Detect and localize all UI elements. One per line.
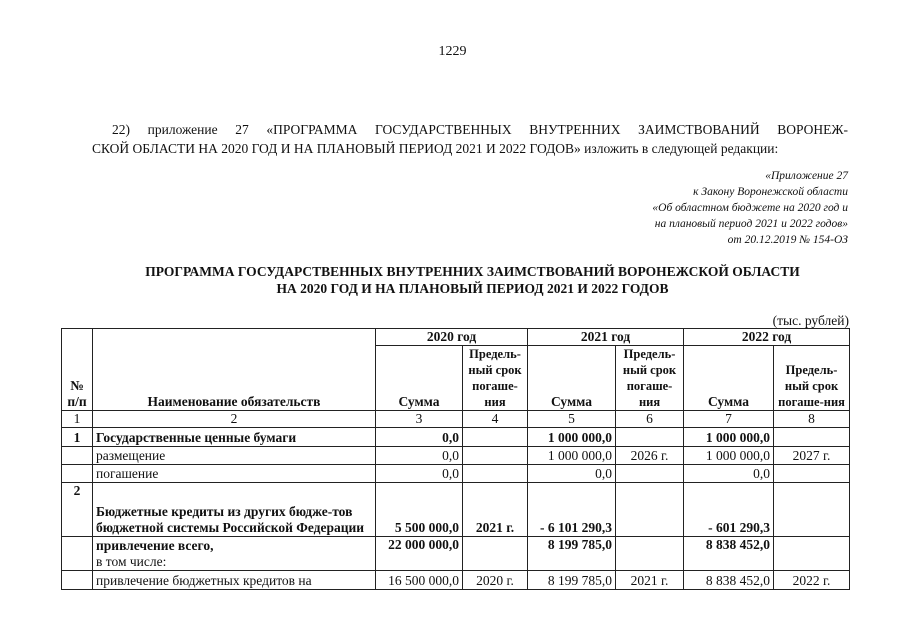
row-term-2022: 2027 г. [774,447,850,465]
header-term: Предель-ный срок погаше-ния [463,346,528,411]
col-number: 8 [774,411,850,428]
appendix-line: на плановый период 2021 и 2022 годов» [654,218,848,230]
row-sum-2022: 1 000 000,0 [684,428,774,447]
row-term-2020 [463,447,528,465]
row-num [62,537,93,571]
header-sum: Сумма [528,346,616,411]
row-term-2021: 2026 г. [616,447,684,465]
row-term-2021 [616,465,684,483]
row-num: 2 [62,483,93,537]
page-number: 1229 [438,44,467,59]
row-sum-2022: 1 000 000,0 [684,447,774,465]
row-sum-2020: 0,0 [376,428,463,447]
header-sum: Сумма [376,346,463,411]
row-sum-2022: 0,0 [684,465,774,483]
col-number: 6 [616,411,684,428]
col-number: 5 [528,411,616,428]
row-term-2020: 2020 г. [463,571,528,590]
row-name: погашение [93,465,376,483]
row-name: Государственные ценные бумаги [93,428,376,447]
table-row [62,428,850,447]
row-sum-2020: 22 000 000,0 [376,537,463,571]
row-sum-2020: 5 500 000,0 [376,483,463,537]
row-name: Бюджетные кредиты из других бюдже-тов бюджетной системы Российской Федерации [93,483,376,537]
header-year-2020: 2020 год [376,329,528,346]
row-term-2020 [463,428,528,447]
row-term-2020: 2021 г. [463,483,528,537]
header-name: Наименование обязательств [93,329,376,411]
row-term-2020 [463,537,528,571]
appendix-line: «Приложение 27 [765,170,848,182]
document-title [40,263,905,297]
row-term-2022 [774,483,850,537]
row-sum-2021: 1 000 000,0 [528,428,616,447]
row-num: 1 [62,428,93,447]
row-term-2022 [774,428,850,447]
units-label: (тыс. рублей) [772,313,849,328]
row-num [62,571,93,590]
row-sum-2021: 1 000 000,0 [528,447,616,465]
row-name: привлечение бюджетных кредитов на [93,571,376,590]
row-sum-2022: 8 838 452,0 [684,571,774,590]
row-num [62,447,93,465]
row-sum-2022: - 601 290,3 [684,483,774,537]
row-term-2021 [616,428,684,447]
row-name: привлечение всего, [96,538,214,553]
intro-line-2: СКОЙ ОБЛАСТИ НА 2020 ГОД И НА ПЛАНОВЫЙ ПЕРИОД 2021 И 2022 ГОДОВ» изложить в следующей редакции: [92,141,779,156]
table-row [62,571,850,590]
appendix-line: «Об областном бюджете на 2020 год и [652,202,848,214]
header-year-2021: 2021 год [528,329,684,346]
row-sum-2020: 16 500 000,0 [376,571,463,590]
intro-paragraph [92,120,848,158]
table-row [62,483,850,537]
header-year-2022: 2022 год [684,329,850,346]
col-number: 1 [62,411,93,428]
table-row [62,447,850,465]
header-num: № п/п [62,329,93,411]
row-sum-2021: 8 199 785,0 [528,537,616,571]
header-sum: Сумма [684,346,774,411]
row-sum-2021: - 6 101 290,3 [528,483,616,537]
row-sum-2022: 8 838 452,0 [684,537,774,571]
row-name: размещение [93,447,376,465]
table-row [62,537,850,571]
row-term-2021 [616,483,684,537]
row-sum-2020: 0,0 [376,447,463,465]
row-term-2022 [774,465,850,483]
title-line-1: ПРОГРАММА ГОСУДАРСТВЕННЫХ ВНУТРЕННИХ ЗАИМСТВОВАНИЙ ВОРОНЕЖСКОЙ ОБЛАСТИ [145,264,800,279]
appendix-note [588,168,848,248]
row-term-2022: 2022 г. [774,571,850,590]
col-number: 4 [463,411,528,428]
row-term-2021: 2021 г. [616,571,684,590]
row-sum-2021: 0,0 [528,465,616,483]
col-number: 7 [684,411,774,428]
table-row [62,465,850,483]
intro-line-1: 22) приложение 27 «ПРОГРАММА ГОСУДАРСТВЕННЫХ ВНУТРЕННИХ ЗАИМСТВОВАНИЙ ВОРОНЕЖ- [112,122,848,137]
appendix-line: к Закону Воронежской области [693,186,848,198]
header-term: Предель-ный срок погаше-ния [774,346,850,411]
row-sum-2021: 8 199 785,0 [528,571,616,590]
header-term: Предель-ный срок погаше-ния [616,346,684,411]
row-term-2021 [616,537,684,571]
appendix-line: от 20.12.2019 № 154-ОЗ [727,234,848,246]
row-term-2020 [463,465,528,483]
row-name-cell [93,537,376,571]
col-number: 2 [93,411,376,428]
row-sum-2020: 0,0 [376,465,463,483]
row-name-sub: в том числе: [96,554,167,569]
col-number: 3 [376,411,463,428]
row-term-2022 [774,537,850,571]
borrowing-table [61,328,850,590]
title-line-2: НА 2020 ГОД И НА ПЛАНОВЫЙ ПЕРИОД 2021 И 2022 ГОДОВ [276,281,669,296]
row-num [62,465,93,483]
